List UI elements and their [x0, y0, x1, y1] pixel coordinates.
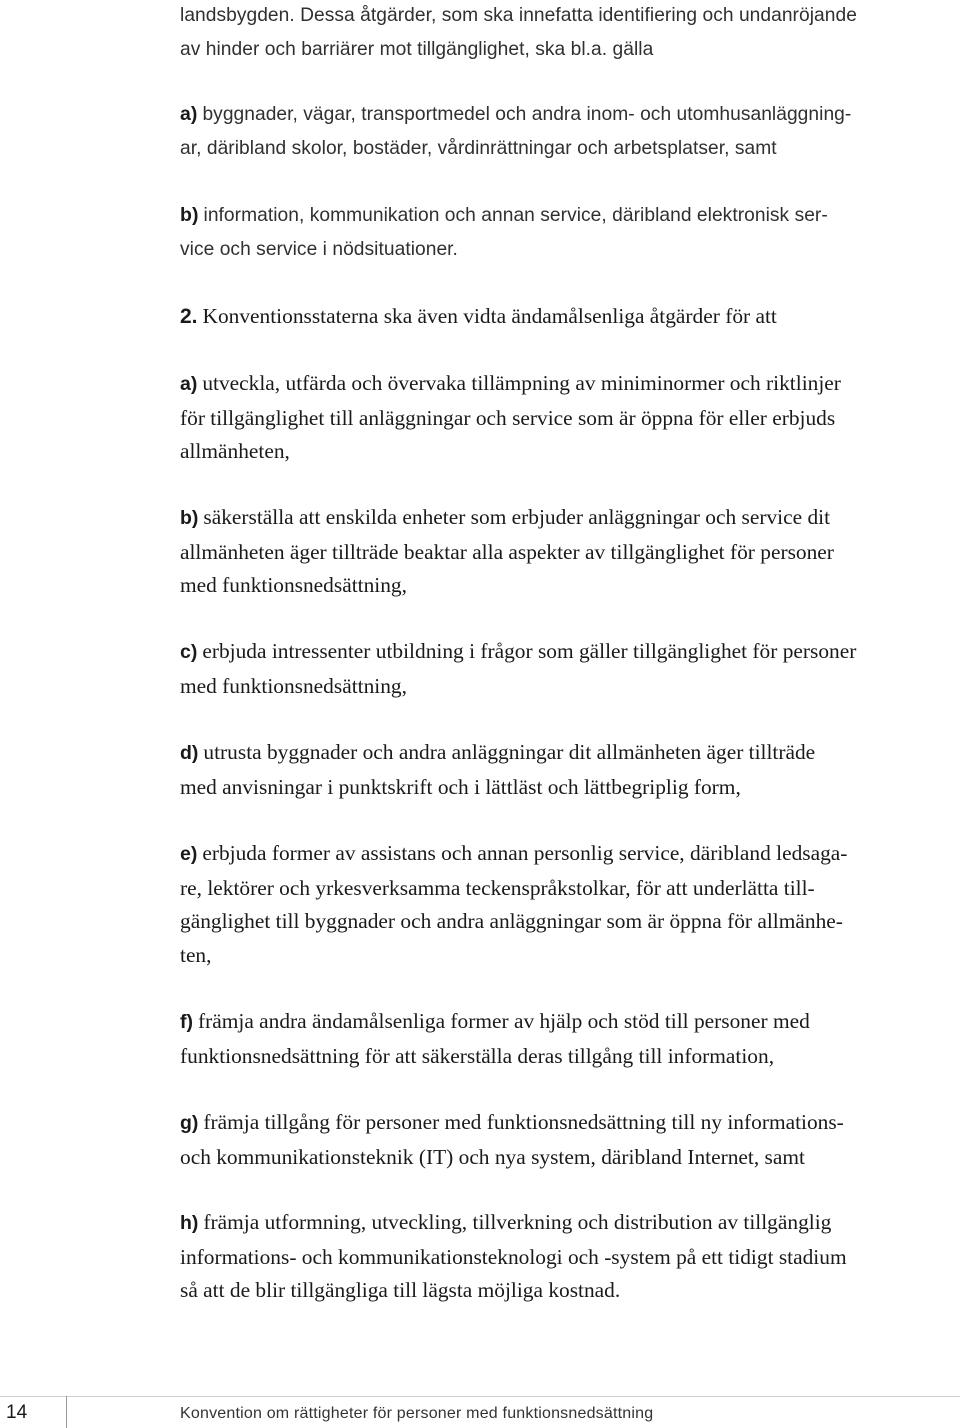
list-item-line	[180, 837, 956, 872]
section-2-line	[180, 300, 956, 334]
item-text: byggnader, vägar, transportmedel och andra inom- och utomhusanläggning-	[202, 104, 852, 125]
item-label: b)	[180, 204, 199, 226]
item-label: a)	[180, 373, 198, 395]
item-text: främja utformning, utveckling, tillverkning och distribution av tillgänglig	[203, 1210, 832, 1234]
item-text: erbjuda intressenter utbildning i frågor som gäller tillgänglighet för personer	[202, 639, 857, 663]
section-2-intro	[180, 300, 956, 334]
section-text: Konventionsstaterna ska även vidta ändamålsenliga åtgärder för att	[202, 304, 777, 328]
list-item-line: och kommunikationsteknik (IT) och nya system, däribland Internet, samt	[180, 1144, 805, 1169]
item-label: f)	[180, 1011, 193, 1033]
part2-item	[180, 1005, 956, 1073]
list-item-line: allmänheten,	[180, 439, 290, 463]
item-text: utveckla, utfärda och övervaka tillämpning av miniminormer och riktlinjer	[202, 371, 841, 395]
list-item-line: med anvisningar i punktskrift och i lättläst och lättbegriplig form,	[180, 774, 741, 799]
list-item-line	[180, 1005, 956, 1040]
list-item-line	[180, 736, 956, 771]
item-label: g)	[180, 1112, 199, 1134]
part2-item	[180, 837, 956, 972]
item-text: information, kommunikation och annan service, däribland elektronisk ser-	[203, 205, 828, 226]
list-item-line	[180, 367, 956, 402]
list-item-line	[180, 501, 956, 536]
list-item-line: ten,	[180, 942, 212, 967]
part2-item	[180, 1106, 956, 1174]
list-item-line	[180, 98, 956, 132]
list-item-line: re, lektörer och yrkesverksamma teckenspråkstolkar, för att underlätta till-	[180, 875, 815, 900]
list-item-line: ar, däribland skolor, bostäder, vårdinrättningar och arbetsplatser, samt	[180, 137, 777, 159]
list-item-line: funktionsnedsättning för att säkerställa deras tillgång till information,	[180, 1043, 775, 1068]
part2-item	[180, 501, 956, 603]
item-label: e)	[180, 843, 198, 865]
list-item-line	[180, 1206, 956, 1241]
page-number: 14	[6, 1402, 28, 1423]
part2-item	[180, 635, 956, 703]
part2-item	[180, 736, 956, 804]
footer-rule	[0, 1396, 960, 1397]
list-item-line: gänglighet till byggnader och andra anläggningar som är öppna för allmänhe-	[180, 909, 843, 933]
item-text: erbjuda former av assistans och annan personlig service, däribland ledsaga-	[202, 841, 848, 865]
footer-divider	[66, 1396, 67, 1428]
list-item-line: med funktionsnedsättning,	[180, 573, 407, 597]
item-text: utrusta byggnader och andra anläggningar dit allmänheten äger tillträde	[203, 740, 816, 764]
item-label: c)	[180, 641, 198, 663]
list-item-line: informations- och kommunikationsteknologi och -system på ett tidigt stadium	[180, 1244, 847, 1269]
list-item-line	[180, 635, 956, 670]
list-item-line: vice och service i nödsituationer.	[180, 238, 458, 260]
list-item-line: med funktionsnedsättning,	[180, 673, 407, 698]
intro-line: av hinder och barriärer mot tillgänglighet, ska bl.a. gälla	[180, 38, 654, 60]
intro-line: landsbygden. Dessa åtgärder, som ska innefatta identifiering och undanröjande	[180, 5, 857, 26]
list-item-line: så att de blir tillgängliga till lägsta möjliga kostnad.	[180, 1278, 621, 1302]
part2-item	[180, 1206, 956, 1308]
part1-item-a	[180, 98, 956, 165]
list-item-line: allmänheten äger tillträde beaktar alla aspekter av tillgänglighet för personer	[180, 539, 834, 564]
list-item-line	[180, 199, 956, 233]
item-text: säkerställa att enskilda enheter som erbjuder anläggningar och service dit	[203, 505, 831, 529]
list-item-line	[180, 1106, 956, 1141]
item-text: främja andra ändamålsenliga former av hjälp och stöd till personer med	[198, 1009, 810, 1033]
item-label: h)	[180, 1212, 199, 1234]
section-number: 2.	[180, 305, 198, 328]
item-label: a)	[180, 103, 198, 125]
part2-item	[180, 367, 956, 469]
intro-paragraph	[180, 0, 956, 66]
running-footer-title: Konvention om rättigheter för personer med funktionsnedsättning	[180, 1405, 654, 1422]
part1-item-b	[180, 199, 956, 266]
item-text: främja tillgång för personer med funktionsnedsättning till ny informations-	[203, 1110, 844, 1134]
item-label: d)	[180, 742, 199, 764]
list-item-line: för tillgänglighet till anläggningar och service som är öppna för eller erbjuds	[180, 405, 836, 430]
item-label: b)	[180, 507, 199, 529]
